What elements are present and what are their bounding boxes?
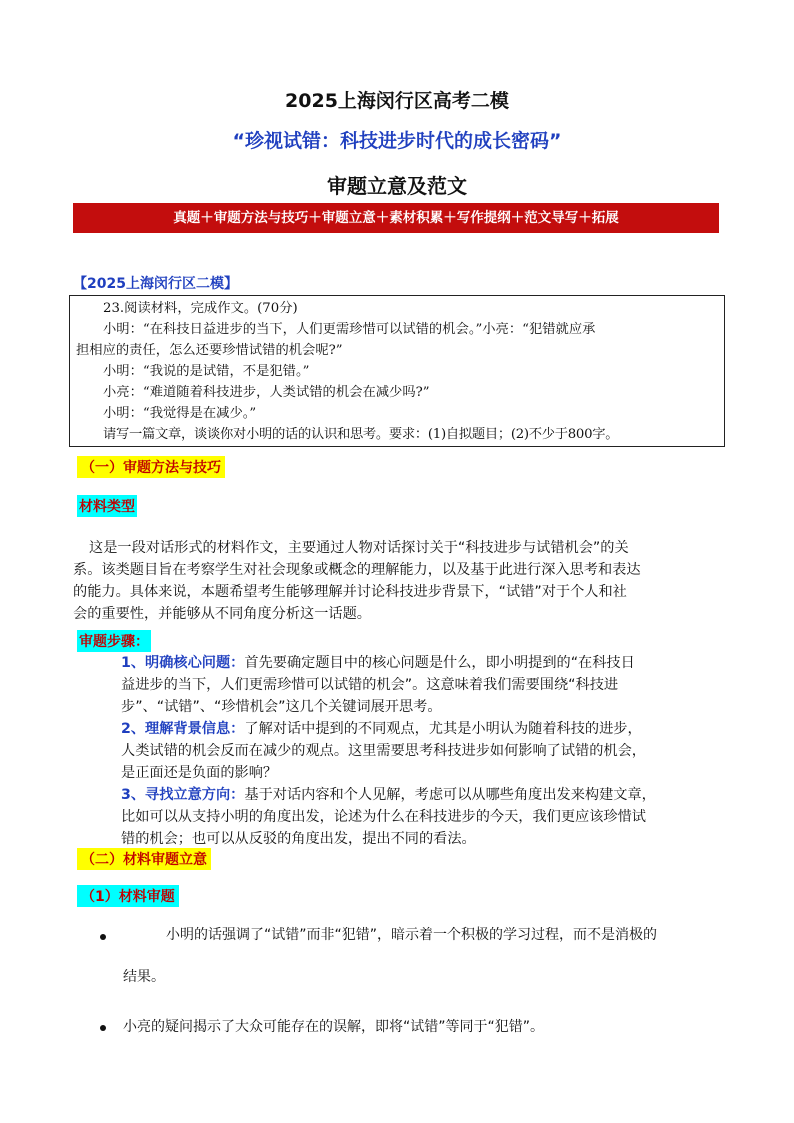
step-text: 错的机会；也可以从反驳的角度出发，提出不同的看法。 bbox=[121, 831, 476, 847]
step-heading: 1、明确核心问题： bbox=[121, 655, 245, 671]
step-text: 比如可以从支持小明的角度出发，论述为什么在科技进步的今天，我们更应该珍惜试 bbox=[121, 809, 646, 825]
material-type-label: 材料类型 bbox=[77, 495, 137, 517]
question-line: 23.阅读材料，完成作文。(70分) bbox=[103, 301, 298, 316]
section-heading: （二）材料审题立意 bbox=[77, 848, 211, 870]
step-text: 了解对话中提到的不同观点，尤其是小明认为随着科技的进步， bbox=[244, 721, 642, 737]
paragraph-line: 系。该类题目旨在考察学生对社会现象或概念的理解能力，以及基于此进行深入思考和表达 bbox=[73, 562, 641, 578]
paragraph-line: 会的重要性，并能够从不同角度分析这一话题。 bbox=[73, 606, 371, 622]
essay-theme-title: “珍视试错：科技进步时代的成长密码” bbox=[232, 130, 562, 152]
page-title: 2025上海闵行区高考二模 bbox=[285, 90, 509, 112]
question-line: 小明：“我觉得是在减少。” bbox=[103, 406, 257, 421]
step-text: 是正面还是负面的影响？ bbox=[121, 765, 278, 781]
contents-banner: 真题＋审题方法与技巧＋审题立意＋素材积累＋写作提纲＋范文导写＋拓展 bbox=[73, 203, 719, 233]
step-heading: 2、理解背景信息： bbox=[121, 721, 245, 737]
step-1 bbox=[121, 652, 731, 674]
question-line: 小明：“在科技日益进步的当下，人们更需珍惜可以试错的机会。”小亮：“犯错就应承 bbox=[103, 322, 596, 337]
step-2 bbox=[121, 718, 731, 740]
bullet-text: 结果。 bbox=[123, 969, 165, 985]
question-line: 小明：“我说的是试错，不是犯错。” bbox=[103, 364, 310, 379]
step-text: 益进步的当下，人们更需珍惜可以试错的机会”。这意味着我们需要围绕“科技进 bbox=[121, 677, 619, 693]
material-type-paragraph bbox=[73, 537, 733, 625]
section-heading: （一）审题方法与技巧 bbox=[77, 456, 225, 478]
question-line: 小亮：“难道随着科技进步，人类试错的机会在减少吗?” bbox=[103, 385, 430, 400]
step-heading: 3、寻找立意方向： bbox=[121, 787, 245, 803]
step-text: 基于对话内容和个人见解，考虑可以从哪些角度出发来构建文章， bbox=[244, 787, 656, 803]
step-3 bbox=[121, 784, 731, 806]
steps-list bbox=[121, 652, 731, 850]
step-text: 步”、“试错”、“珍惜机会”这几个关键词展开思考。 bbox=[121, 699, 442, 715]
paragraph-line: 的能力。具体来说，本题希望考生能够理解并讨论科技进步背景下，“试错”对于个人和社 bbox=[73, 584, 627, 600]
question-line: 担相应的责任，怎么还要珍惜试错的机会呢?” bbox=[76, 343, 343, 358]
paragraph-line: 这是一段对话形式的材料作文，主要通过人物对话探讨关于“科技进步与试错机会”的关 bbox=[89, 540, 629, 556]
steps-label: 审题步骤： bbox=[77, 630, 151, 652]
step-text: 首先要确定题目中的核心问题是什么，即小明提到的“在科技日 bbox=[244, 655, 635, 671]
question-box bbox=[69, 295, 725, 447]
bullet-icon bbox=[100, 934, 106, 940]
subsection-heading: （1）材料审题 bbox=[77, 885, 179, 907]
bullet-icon bbox=[100, 1025, 106, 1031]
source-label: 【2025上海闵行区二模】 bbox=[73, 276, 238, 292]
question-requirement: 请写一篇文章，谈谈你对小明的话的认识和思考。要求：(1)自拟题目；(2)不少于800字。 bbox=[103, 427, 619, 442]
bullet-text: 小亮的疑问揭示了大众可能存在的误解，即将“试错”等同于“犯错”。 bbox=[123, 1019, 545, 1035]
subtitle: 审题立意及范文 bbox=[327, 174, 467, 198]
bullet-text: 小明的话强调了“试错”而非“犯错”，暗示着一个积极的学习过程，而不是消极的 bbox=[166, 927, 658, 943]
step-text: 人类试错的机会反而在减少的观点。这里需要思考科技进步如何影响了试错的机会， bbox=[121, 743, 646, 759]
